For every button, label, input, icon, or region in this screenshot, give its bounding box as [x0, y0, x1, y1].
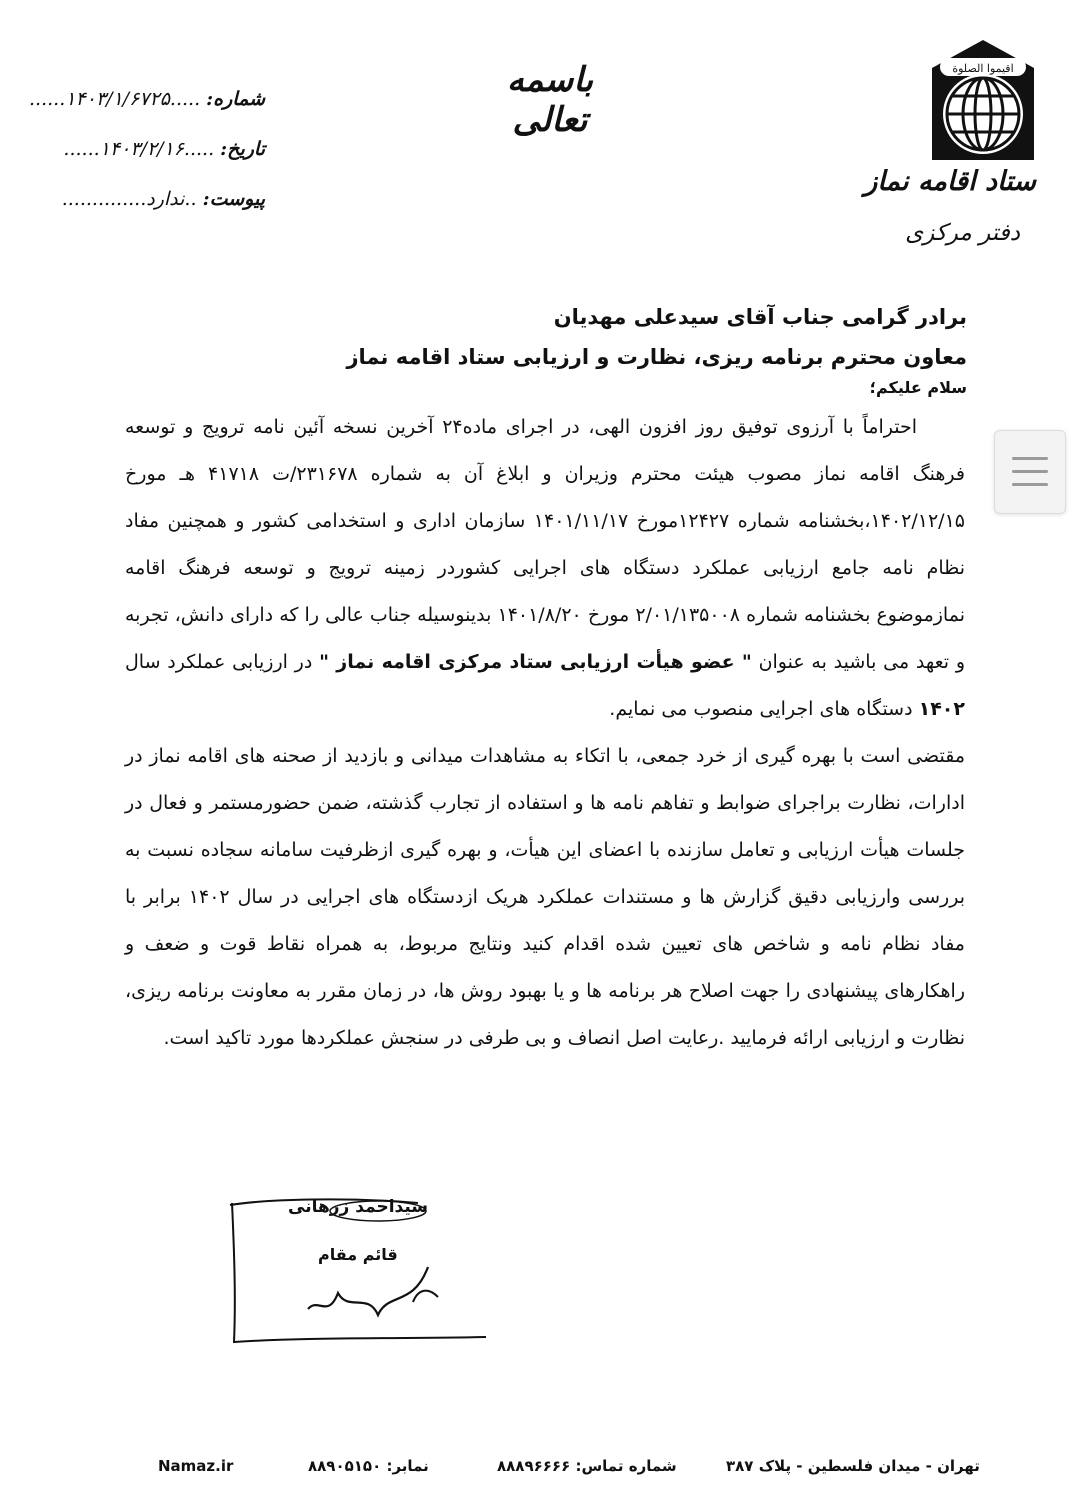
body-p1-part-b: در ارزیابی عملکرد سال — [125, 651, 313, 673]
signatory-name: سیداحمد زرهانی — [288, 1197, 429, 1217]
footer-phone: شماره تماس: ۸۸۸۹۶۶۶۶ — [497, 1457, 677, 1475]
meta-date-value: .....۱۴۰۳/۲/۱۶...... — [63, 138, 215, 160]
body-paragraph-2: مقتضی است با بهره گیری از خرد جمعی، با اتکاء به مشاهدات میدانی و بازدید از صحنه های اقامه نماز در ادارات، نظارت براجرای ضوابط و تفاهم نامه ها و استفاده از تجارب گذشته، ضمن حضورمستمر و فعال در جلسات هیأت ارزیابی و تعامل سازنده با اعضای این هیأت، و بهره گیری ازظرفیت سامانه سجاده نسبت به بررسی وارزیابی دقیق گزارش ها و مستندات عملکرد هریک ازدستگاه های اجرایی در سال ۱۴۰۲ برابر با مفاد نظام نامه و شاخص های تعیین شده اقدام کنید ونتایج مربوط، به همراه نقاط قوت و ضعف و راهکارهای پیشنهادی را جهت اصلاح هر برنامه ها و یا بهبود روش ها، در زمان مقرر به معاونت برنامه ریزی، نظارت و ارزیابی ارائه فرمایید .رعایت اصل انصاف و بی طرفی در سنجش عملکردها مورد تاکید است. — [125, 745, 965, 1049]
meta-date-label: تاریخ: — [220, 138, 265, 160]
footer-website[interactable]: Namaz.ir — [158, 1457, 234, 1475]
body-p1-year: ۱۴۰۲ — [918, 698, 965, 720]
greeting: سلام علیکم؛ — [869, 378, 967, 397]
footer-address: تهران - میدان فلسطین - پلاک ۳۸۷ — [726, 1457, 980, 1475]
meta-attachment — [50, 188, 265, 238]
letter-footer — [0, 1457, 1080, 1481]
meta-attachment-value: ..ندارد.............. — [61, 188, 197, 210]
body-p1-part-c: دستگاه های اجرایی منصوب می نمایم. — [609, 698, 913, 720]
org-name: ستاد اقامه نماز — [864, 166, 1036, 197]
addressee — [147, 297, 967, 377]
addressee-position: معاون محترم برنامه ریزی، نظارت و ارزیابی ستاد اقامه نماز — [346, 345, 967, 369]
letter-meta — [29, 88, 265, 238]
meta-number-value: .....۱۴۰۳/۱/۶۷۲۵...... — [29, 88, 201, 110]
letter-heading: باسمه تعالی — [506, 60, 594, 140]
body-p1-appointment-title: " عضو هیأت ارزیابی ستاد مرکزی اقامه نماز " — [319, 651, 752, 673]
body-paragraph-1 — [125, 404, 965, 733]
signatory-title: قائم مقام — [318, 1245, 398, 1264]
meta-date — [50, 138, 265, 188]
footer-fax: نمابر: ۸۸۹۰۵۱۵۰ — [308, 1457, 429, 1475]
menu-button[interactable] — [994, 430, 1066, 514]
meta-number — [29, 88, 265, 138]
body-p1-part-a: احتراماً با آرزوی توفیق روز افزون الهی، در اجرای ماده۲۴ آخرین نسخه آئین نامه ترویج و توسعه فرهنگ اقامه نماز مصوب هیئت محترم وزیران و ابلاغ آن به شماره ۲۳۱۶۷۸/ت ۴۱۷۱۸ هـ مورخ ۱۴۰۲/۱۲/۱۵،بخشنامه شماره ۱۲۴۲۷مورخ ۱۴۰۱/۱۱/۱۷ سازمان اداری و استخدامی کشور و همچنین مفاد نظام نامه جامع ارزیابی عملکرد دستگاه های اجرایی کشوردر زمینه ترویج و توسعه فرهنگ اقامه نمازموضوع بخشنامه شماره ۲/۰۱/۱۳۵۰۰۸ مورخ ۱۴۰۱/۸/۲۰ بدینوسیله جناب عالی را که دارای دانش، تجربه و تعهد می باشید به عنوان — [125, 416, 966, 673]
meta-number-label: شماره: — [206, 88, 265, 110]
addressee-name: برادر گرامی جناب آقای سیدعلی مهدیان — [553, 305, 967, 329]
logo-banner-text: اقیموا الصلوة — [952, 62, 1014, 75]
org-office: دفتر مرکزی — [905, 220, 1020, 246]
org-logo — [930, 38, 1040, 166]
letter-body — [125, 404, 965, 1062]
signature-mark — [228, 1197, 498, 1347]
meta-attachment-label: پیوست: — [202, 188, 265, 210]
